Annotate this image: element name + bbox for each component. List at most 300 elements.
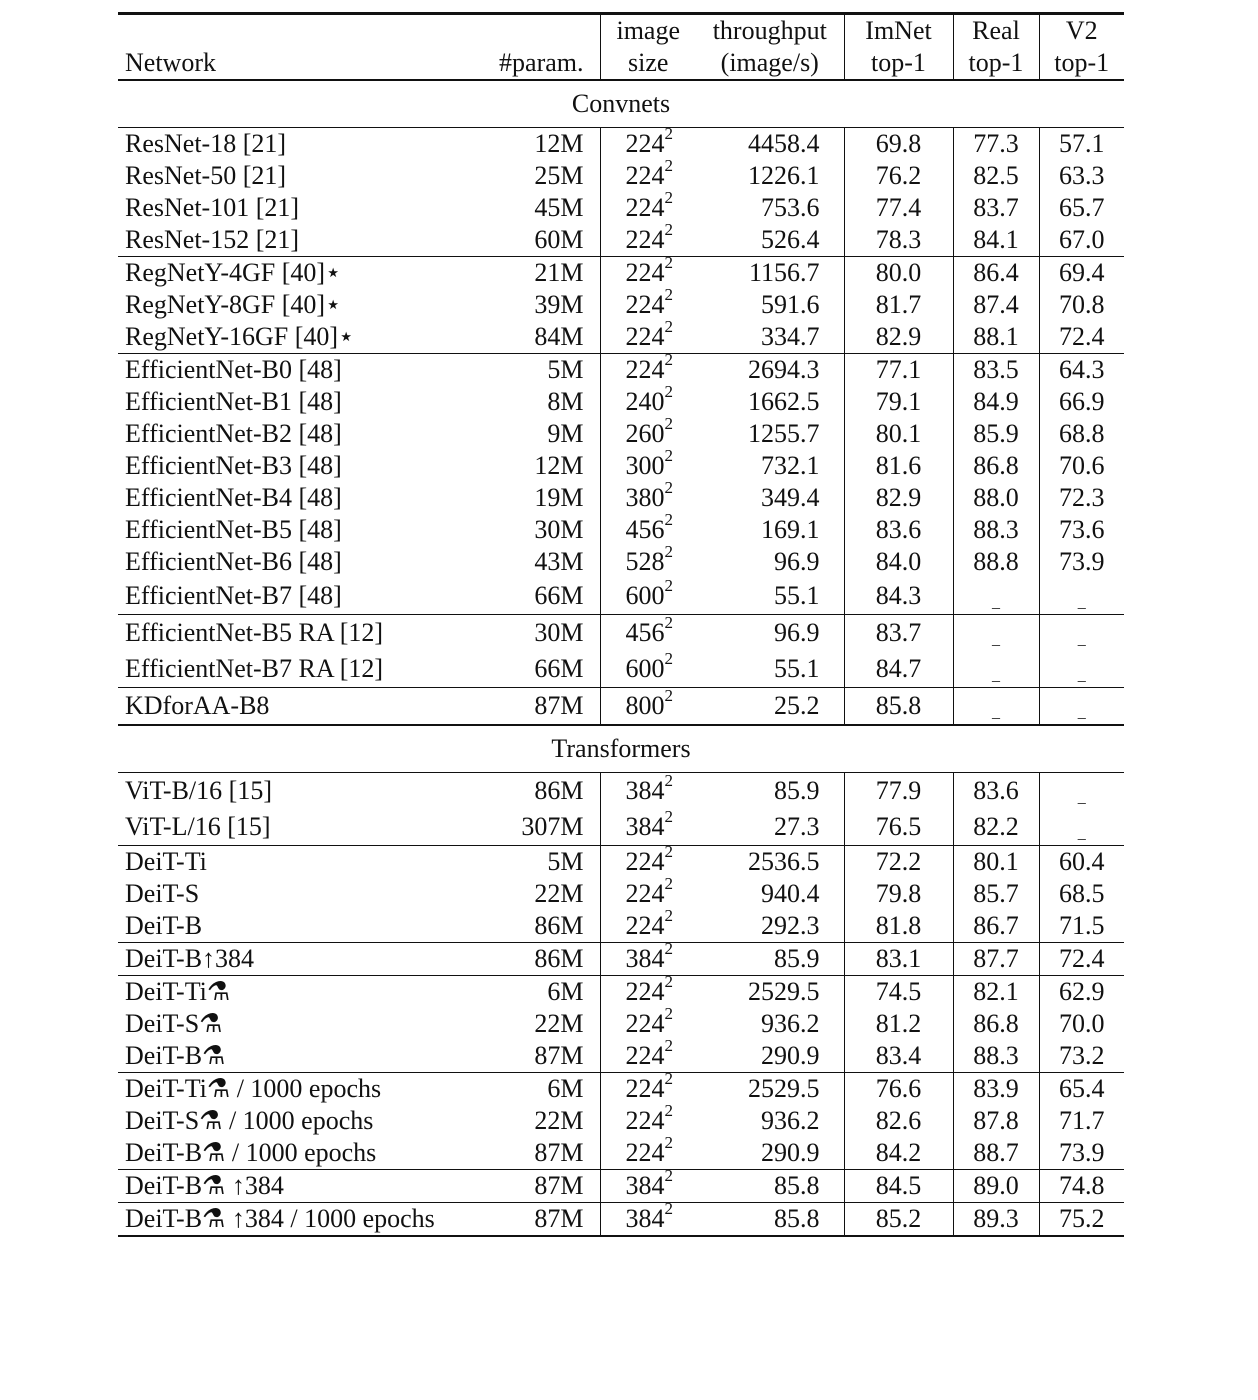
image-size	[600, 317, 696, 354]
table-row	[118, 1008, 1124, 1040]
imnet-top1: 69.8	[844, 128, 953, 161]
missing-value-dash: _	[1077, 704, 1086, 721]
param-count: 5M	[469, 354, 600, 387]
real-top1	[953, 688, 1039, 726]
param-count: 22M	[469, 878, 600, 910]
throughput: 290.9	[696, 1040, 844, 1073]
throughput: 290.9	[696, 1137, 844, 1170]
size-exponent: 2	[664, 939, 673, 959]
v2-top1: 71.7	[1059, 1106, 1105, 1135]
image-size-value: 224	[625, 1041, 665, 1070]
real-top1: 88.3	[953, 514, 1039, 546]
v2-top1: 63.3	[1059, 161, 1105, 190]
v2-top1: 64.3	[1059, 355, 1105, 384]
table-row	[118, 976, 1124, 1009]
size-exponent: 2	[664, 317, 673, 337]
size-exponent: 2	[664, 771, 673, 791]
network-name: DeiT-B⚗ ↑384	[118, 1170, 469, 1203]
real-top1: 88.0	[953, 482, 1039, 514]
real-top1	[953, 578, 1039, 615]
imnet-top1: 72.2	[844, 846, 953, 879]
image-size	[600, 615, 696, 652]
v2-top1: 66.9	[1059, 387, 1105, 416]
real-top1: 88.1	[953, 321, 1039, 354]
image-size-value: 224	[625, 977, 665, 1006]
network-name: RegNetY-8GF [40]⋆	[125, 290, 342, 319]
size-exponent: 2	[664, 576, 673, 596]
header-imnet-top1: top-1	[844, 47, 953, 80]
network-name: DeiT-S⚗ / 1000 epochs	[125, 1106, 374, 1135]
missing-value-dash: _	[1077, 825, 1086, 842]
image-size-value: 600	[625, 581, 665, 610]
param-count: 22M	[469, 1105, 600, 1137]
real-top1: 83.6	[953, 773, 1039, 810]
size-exponent: 2	[664, 649, 673, 669]
throughput: 1226.1	[696, 160, 844, 192]
image-size	[600, 1101, 696, 1137]
table-row	[118, 546, 1124, 578]
table-row	[118, 1137, 1124, 1170]
real-top1: 84.1	[953, 224, 1039, 257]
v2-top1	[1039, 615, 1124, 652]
image-size	[600, 972, 696, 1009]
imnet-top1: 81.6	[844, 450, 953, 482]
network-name: DeiT-Ti⚗ / 1000 epochs	[125, 1074, 382, 1103]
network-name: ViT-B/16 [15]	[125, 776, 272, 805]
image-size	[600, 1069, 696, 1106]
image-size	[600, 510, 696, 546]
network-name: EfficientNet-B7 [48]	[118, 578, 469, 615]
network-name: DeiT-B⚗ ↑384 / 1000 epochs	[118, 1203, 469, 1237]
throughput: 2529.5	[696, 1073, 844, 1106]
throughput: 1255.7	[696, 418, 844, 450]
table-row	[118, 160, 1124, 192]
network-name: DeiT-B	[118, 910, 469, 943]
network-name: DeiT-B⚗ / 1000 epochs	[118, 1137, 469, 1170]
size-exponent: 2	[664, 1166, 673, 1186]
param-count: 87M	[469, 688, 600, 726]
v2-top1: 62.9	[1059, 977, 1105, 1006]
v2-top1	[1039, 688, 1124, 726]
network-name: DeiT-B↑384	[118, 943, 469, 976]
size-exponent: 2	[664, 1069, 673, 1089]
param-count: 45M	[469, 192, 600, 224]
imnet-top1: 81.7	[844, 289, 953, 321]
real-top1	[953, 615, 1039, 652]
param-count: 25M	[469, 160, 600, 192]
v2-top1: 73.9	[1059, 547, 1105, 576]
param-count: 60M	[469, 224, 600, 257]
missing-value-dash: _	[992, 667, 1000, 684]
section-title: Transformers	[118, 725, 1124, 773]
image-size	[600, 874, 696, 910]
network-name: EfficientNet-B6 [48]	[125, 547, 342, 576]
v2-top1: 72.4	[1039, 321, 1124, 354]
v2-top1	[1039, 773, 1124, 810]
throughput: 2529.5	[696, 976, 844, 1009]
table-row	[118, 1040, 1124, 1073]
image-size	[600, 188, 696, 224]
header-row-1	[118, 15, 1124, 47]
v2-top1: 60.4	[1059, 847, 1105, 876]
throughput: 2694.3	[696, 354, 844, 387]
v2-top1: 70.0	[1059, 1009, 1105, 1038]
imnet-top1: 83.7	[844, 615, 953, 652]
image-size-value: 224	[625, 1009, 665, 1038]
table-row	[118, 651, 1124, 688]
v2-top1: 73.9	[1039, 1137, 1124, 1170]
real-top1: 88.8	[953, 546, 1039, 578]
throughput: 334.7	[696, 321, 844, 354]
network-name: KDforAA-B8	[118, 688, 469, 726]
imnet-top1: 80.1	[844, 418, 953, 450]
throughput: 732.1	[696, 450, 844, 482]
throughput: 526.4	[696, 224, 844, 257]
imnet-top1: 82.9	[844, 321, 953, 354]
throughput: 349.4	[696, 482, 844, 514]
real-top1: 82.5	[953, 160, 1039, 192]
imnet-top1: 79.1	[844, 386, 953, 418]
real-top1: 89.3	[953, 1203, 1039, 1237]
table-row	[118, 809, 1124, 846]
imnet-top1: 83.6	[844, 514, 953, 546]
section-header	[118, 80, 1124, 128]
image-size	[600, 578, 696, 615]
image-size-value: 224	[625, 1106, 665, 1135]
throughput: 1662.5	[696, 386, 844, 418]
v2-top1: 70.6	[1059, 451, 1105, 480]
imnet-top1: 84.2	[844, 1137, 953, 1170]
image-size-value: 224	[625, 290, 665, 319]
v2-top1	[1039, 809, 1124, 846]
image-size-value: 224	[625, 355, 665, 384]
image-size-value: 224	[625, 911, 665, 940]
real-top1: 86.4	[953, 257, 1039, 290]
v2-top1: 73.2	[1039, 1040, 1124, 1073]
imnet-top1: 81.2	[844, 1008, 953, 1040]
param-count: 30M	[469, 615, 600, 652]
table-row	[118, 354, 1124, 387]
image-size-value: 800	[625, 691, 665, 720]
image-size-value: 224	[625, 225, 665, 254]
real-top1: 86.8	[953, 450, 1039, 482]
table-row	[118, 224, 1124, 257]
param-count: 86M	[469, 943, 600, 976]
header-v2-top1: top-1	[1039, 47, 1124, 80]
network-name: EfficientNet-B0 [48]	[125, 355, 342, 384]
throughput: 96.9	[696, 615, 844, 652]
image-size	[600, 1133, 696, 1170]
throughput: 1156.7	[696, 257, 844, 290]
real-top1: 86.8	[953, 1008, 1039, 1040]
image-size	[600, 253, 696, 290]
table-body	[118, 15, 1124, 1236]
param-count: 6M	[469, 1073, 600, 1106]
size-exponent: 2	[664, 285, 673, 305]
throughput: 4458.4	[696, 128, 844, 161]
size-exponent: 2	[664, 1101, 673, 1121]
network-name: DeiT-S⚗	[125, 1009, 223, 1038]
network-name: ResNet-101 [21]	[125, 193, 300, 222]
table-row	[118, 1170, 1124, 1203]
table-row	[118, 878, 1124, 910]
header-throughput: throughput	[696, 15, 844, 47]
image-size	[600, 542, 696, 578]
real-top1	[953, 651, 1039, 688]
size-exponent: 2	[664, 542, 673, 562]
throughput: 55.1	[696, 578, 844, 615]
real-top1: 82.2	[953, 809, 1039, 846]
param-count: 84M	[469, 321, 600, 354]
image-size	[600, 809, 696, 846]
imnet-top1: 82.6	[844, 1105, 953, 1137]
image-size-value: 600	[625, 654, 665, 683]
param-count: 30M	[469, 514, 600, 546]
image-size-value: 384	[625, 944, 665, 973]
real-top1: 80.1	[953, 846, 1039, 879]
table-row	[118, 578, 1124, 615]
image-size	[600, 773, 696, 810]
missing-value-dash: _	[1077, 594, 1086, 611]
image-size-value: 384	[625, 1204, 665, 1233]
image-size-value: 384	[625, 776, 665, 805]
image-size	[600, 124, 696, 161]
param-count: 12M	[469, 128, 600, 161]
size-exponent: 2	[664, 1133, 673, 1153]
missing-value-dash: _	[992, 704, 1000, 721]
image-size-value: 528	[625, 547, 665, 576]
throughput: 27.3	[696, 809, 844, 846]
header-v2: V2	[1065, 16, 1098, 45]
size-exponent: 2	[664, 350, 673, 370]
header-row-2	[118, 47, 1124, 80]
table-row	[118, 910, 1124, 943]
imnet-top1: 74.5	[844, 976, 953, 1009]
image-size-value: 240	[625, 387, 665, 416]
imnet-top1: 84.5	[844, 1170, 953, 1203]
param-count: 87M	[469, 1203, 600, 1237]
param-count: 307M	[469, 809, 600, 846]
image-size-value: 224	[625, 161, 665, 190]
real-top1: 83.5	[953, 354, 1039, 387]
network-name: RegNetY-16GF [40]⋆	[118, 321, 469, 354]
param-count: 8M	[469, 386, 600, 418]
size-exponent: 2	[664, 414, 673, 434]
param-count: 86M	[469, 773, 600, 810]
v2-top1: 72.3	[1059, 483, 1105, 512]
table-row	[118, 514, 1124, 546]
image-size	[600, 906, 696, 943]
header-params: #param.	[469, 47, 600, 80]
results-table	[118, 12, 1124, 1237]
table-row	[118, 257, 1124, 290]
network-name: EfficientNet-B7 RA [12]	[118, 651, 469, 688]
table-row	[118, 386, 1124, 418]
section-title: Convnets	[118, 80, 1124, 128]
size-exponent: 2	[664, 124, 673, 144]
table-row	[118, 943, 1124, 976]
network-name: DeiT-Ti	[125, 847, 207, 876]
imnet-top1: 83.1	[844, 943, 953, 976]
v2-top1: 65.4	[1059, 1074, 1105, 1103]
missing-value-dash: _	[992, 631, 1000, 648]
header-size: size	[600, 47, 696, 80]
size-exponent: 2	[664, 972, 673, 992]
network-name: EfficientNet-B4 [48]	[125, 483, 342, 512]
size-exponent: 2	[664, 253, 673, 273]
size-exponent: 2	[664, 807, 673, 827]
throughput: 85.8	[696, 1170, 844, 1203]
size-exponent: 2	[664, 382, 673, 402]
image-size-value: 224	[625, 1074, 665, 1103]
v2-top1	[1039, 651, 1124, 688]
imnet-top1: 85.2	[844, 1203, 953, 1237]
size-exponent: 2	[664, 874, 673, 894]
size-exponent: 2	[664, 446, 673, 466]
image-size-value: 224	[625, 322, 665, 351]
table-row	[118, 846, 1124, 879]
throughput: 2536.5	[696, 846, 844, 879]
image-size	[600, 350, 696, 387]
section-header	[118, 725, 1124, 773]
imnet-top1: 76.6	[844, 1073, 953, 1106]
param-count: 87M	[469, 1040, 600, 1073]
size-exponent: 2	[664, 686, 673, 706]
imnet-top1: 79.8	[844, 878, 953, 910]
image-size	[600, 478, 696, 514]
param-count: 66M	[469, 578, 600, 615]
param-count: 22M	[469, 1008, 600, 1040]
image-size	[600, 842, 696, 879]
real-top1: 88.7	[953, 1137, 1039, 1170]
network-name: DeiT-B⚗	[118, 1040, 469, 1073]
image-size-value: 224	[625, 193, 665, 222]
network-name: ResNet-18 [21]	[125, 129, 287, 158]
param-count: 87M	[469, 1170, 600, 1203]
imnet-top1: 76.5	[844, 809, 953, 846]
v2-top1: 67.0	[1039, 224, 1124, 257]
image-size	[600, 1004, 696, 1040]
image-size	[600, 446, 696, 482]
image-size-value: 300	[625, 451, 665, 480]
throughput: 85.9	[696, 773, 844, 810]
image-size-value: 380	[625, 483, 665, 512]
imnet-top1: 77.9	[844, 773, 953, 810]
param-count: 21M	[469, 257, 600, 290]
table-row	[118, 128, 1124, 161]
v2-top1: 70.8	[1059, 290, 1105, 319]
param-count: 9M	[469, 418, 600, 450]
image-size	[600, 1166, 696, 1203]
image-size	[600, 939, 696, 976]
image-size	[600, 285, 696, 321]
throughput: 292.3	[696, 910, 844, 943]
throughput: 25.2	[696, 688, 844, 726]
imnet-top1: 77.4	[844, 192, 953, 224]
imnet-top1: 80.0	[844, 257, 953, 290]
real-top1: 77.3	[953, 128, 1039, 161]
size-exponent: 2	[664, 613, 673, 633]
throughput: 753.6	[696, 192, 844, 224]
v2-top1: 65.7	[1059, 193, 1105, 222]
real-top1: 86.7	[953, 910, 1039, 943]
missing-value-dash: _	[992, 594, 1000, 611]
table-row	[118, 1203, 1124, 1237]
param-count: 66M	[469, 651, 600, 688]
real-top1: 82.1	[953, 976, 1039, 1009]
table-row	[118, 1073, 1124, 1106]
imnet-top1: 77.1	[844, 354, 953, 387]
param-count: 86M	[469, 910, 600, 943]
network-name: ResNet-152 [21]	[118, 224, 469, 257]
imnet-top1: 85.8	[844, 688, 953, 726]
image-size-value: 224	[625, 1138, 665, 1167]
real-top1: 87.4	[953, 289, 1039, 321]
network-name: EfficientNet-B5 [48]	[125, 515, 342, 544]
network-name: ViT-L/16 [15]	[118, 809, 469, 846]
size-exponent: 2	[664, 1004, 673, 1024]
network-name: DeiT-Ti⚗	[125, 977, 231, 1006]
real-top1: 88.3	[953, 1040, 1039, 1073]
table-row	[118, 688, 1124, 726]
header-imnet: ImNet	[844, 15, 953, 47]
network-name: EfficientNet-B5 RA [12]	[125, 618, 384, 647]
header-image: image	[616, 16, 681, 45]
throughput: 85.9	[696, 943, 844, 976]
param-count: 39M	[469, 289, 600, 321]
param-count: 19M	[469, 482, 600, 514]
imnet-top1: 82.9	[844, 482, 953, 514]
v2-top1: 72.4	[1039, 943, 1124, 976]
throughput: 936.2	[696, 1105, 844, 1137]
throughput: 936.2	[696, 1008, 844, 1040]
v2-top1: 71.5	[1039, 910, 1124, 943]
imnet-top1: 76.2	[844, 160, 953, 192]
image-size-value: 224	[625, 258, 665, 287]
header-real-top1: top-1	[953, 47, 1039, 80]
network-name: DeiT-S	[125, 879, 200, 908]
throughput: 169.1	[696, 514, 844, 546]
table-row	[118, 192, 1124, 224]
size-exponent: 2	[664, 842, 673, 862]
v2-top1: 68.5	[1059, 879, 1105, 908]
size-exponent: 2	[664, 188, 673, 208]
network-name: ResNet-50 [21]	[125, 161, 287, 190]
header-network: Network	[118, 47, 469, 80]
image-size	[600, 651, 696, 688]
imnet-top1: 84.3	[844, 578, 953, 615]
image-size	[600, 414, 696, 450]
imnet-top1: 84.7	[844, 651, 953, 688]
image-size	[600, 382, 696, 418]
network-name: RegNetY-4GF [40]⋆	[125, 258, 342, 287]
table-row	[118, 321, 1124, 354]
missing-value-dash: _	[1077, 667, 1086, 684]
throughput: 55.1	[696, 651, 844, 688]
throughput: 96.9	[696, 546, 844, 578]
image-size	[600, 220, 696, 257]
image-size-value: 384	[625, 812, 665, 841]
imnet-top1: 83.4	[844, 1040, 953, 1073]
imnet-top1: 81.8	[844, 910, 953, 943]
imnet-top1: 84.0	[844, 546, 953, 578]
real-top1: 85.7	[953, 878, 1039, 910]
v2-top1: 73.6	[1059, 515, 1105, 544]
size-exponent: 2	[664, 478, 673, 498]
size-exponent: 2	[664, 1199, 673, 1219]
v2-top1: 68.8	[1059, 419, 1105, 448]
param-count: 12M	[469, 450, 600, 482]
